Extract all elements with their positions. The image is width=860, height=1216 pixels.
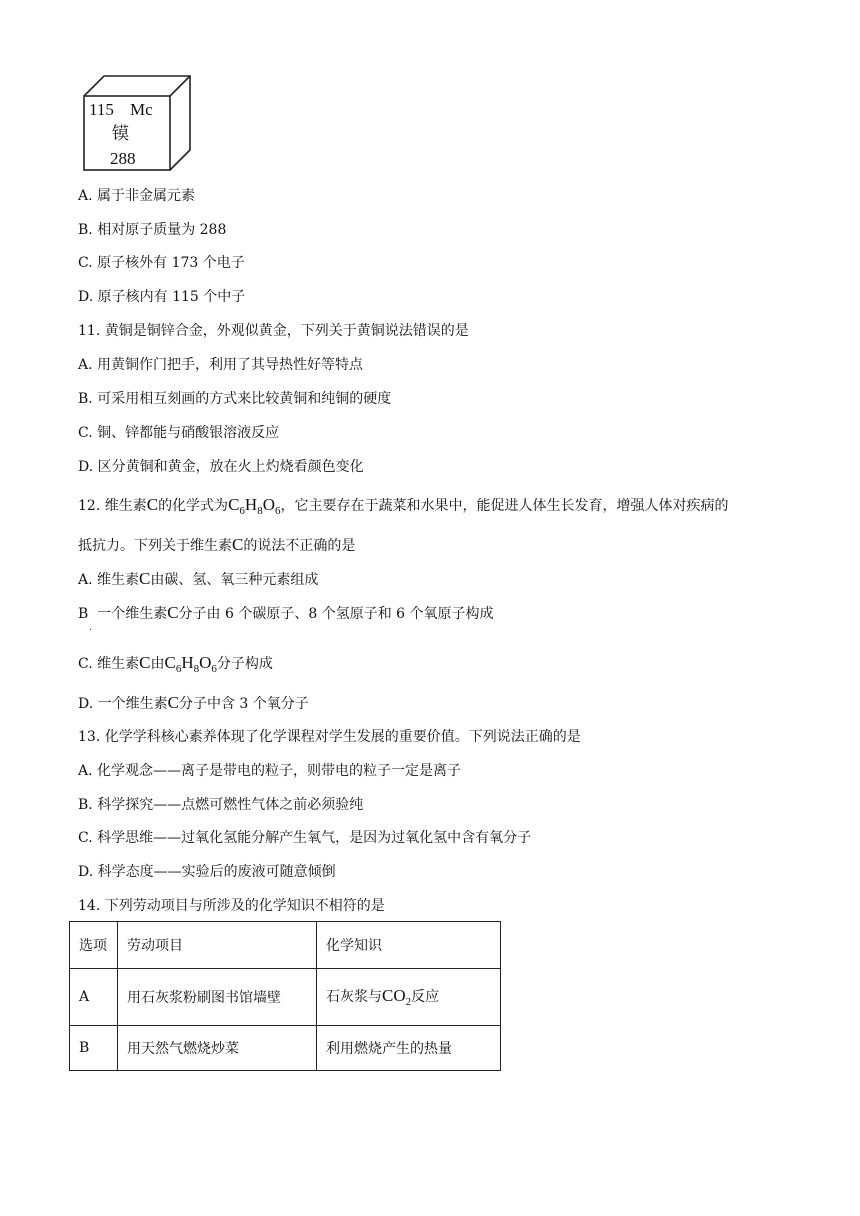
element-name: 镆	[112, 124, 129, 144]
q12-option-c: C. 维生素C由$C_6H_8O_6$分子构成	[78, 653, 273, 675]
table-header-cell: 选项	[70, 922, 118, 969]
q11-option-a: A. 用黄铜作门把手，利用了其导热性好等特点	[78, 357, 364, 373]
q12-stem: 12. 维生素C的化学式为$C_6H_8O_6$，它主要存在于蔬菜和水果中，能促进人体生长发育，增强人体对疾病的	[78, 495, 729, 517]
element-card	[80, 72, 198, 176]
table-cell: A	[70, 969, 118, 1026]
q10-option-d: D. 原子核内有 115 个中子	[78, 289, 246, 305]
vitamin-c-formula: $C_6H_8O_6$	[228, 495, 281, 517]
q12-option-a: A. 维生素C由碳、氢、氧三种元素组成	[78, 569, 319, 588]
q13-option-c: C. 科学思维——过氧化氢能分解产生氧气，是因为过氧化氢中含有氧分子	[78, 830, 532, 846]
q11-stem: 11. 黄铜是铜锌合金，外观似黄金，下列关于黄铜说法错误的是	[78, 323, 469, 339]
atomic-mass: 288	[110, 149, 136, 168]
table-cell: 用天然气燃烧炒菜	[118, 1026, 317, 1071]
q13-option-d: D. 科学态度——实验后的废液可随意倾倒	[78, 864, 336, 880]
q14-table	[69, 921, 501, 1071]
table-header-cell: 劳动项目	[118, 922, 317, 969]
q14-stem: 14. 下列劳动项目与所涉及的化学知识不相符的是	[78, 898, 385, 914]
table-header-row	[70, 922, 501, 969]
q12-option-b: B 一个维生素C分子由 6 个碳原子、8 个氢原子和 6 个氧原子构成	[78, 603, 494, 622]
q12-option-d: D. 一个维生素C分子中含 3 个氧分子	[78, 693, 309, 712]
table-row	[70, 1026, 501, 1071]
table-row	[70, 969, 501, 1026]
element-symbol: Mc	[130, 100, 153, 119]
q10-option-b: B. 相对原子质量为 288	[78, 222, 227, 238]
table-cell: 用石灰浆粉刷图书馆墙壁	[118, 969, 317, 1026]
q12-option-b-dot: .	[89, 622, 93, 633]
q11-option-b: B. 可采用相互刻画的方式来比较黄铜和纯铜的硬度	[78, 391, 392, 407]
q13-stem: 13. 化学学科核心素养体现了化学课程对学生发展的重要价值。下列说法正确的是	[78, 729, 581, 745]
table-cell: 石灰浆与$CO_2$反应	[317, 969, 501, 1026]
q12-stem-line2: 抵抗力。下列关于维生素C的说法不正确的是	[78, 535, 356, 554]
q10-option-c: C. 原子核外有 173 个电子	[78, 255, 245, 271]
table-cell: B	[70, 1026, 118, 1071]
q13-option-a: A. 化学观念——离子是带电的粒子，则带电的粒子一定是离子	[78, 763, 462, 779]
q13-option-b: B. 科学探究——点燃可燃性气体之前必须验纯	[78, 797, 364, 813]
table-header-cell: 化学知识	[317, 922, 501, 969]
vitamin-c-formula: $C_6H_8O_6$	[164, 653, 217, 675]
atomic-number: 115	[89, 100, 114, 119]
q11-option-d: D. 区分黄铜和黄金，放在火上灼烧看颜色变化	[78, 459, 364, 475]
q11-option-c: C. 铜、锌都能与硝酸银溶液反应	[78, 425, 280, 441]
q10-option-a: A. 属于非金属元素	[78, 188, 196, 204]
table-cell: 利用燃烧产生的热量	[317, 1026, 501, 1071]
